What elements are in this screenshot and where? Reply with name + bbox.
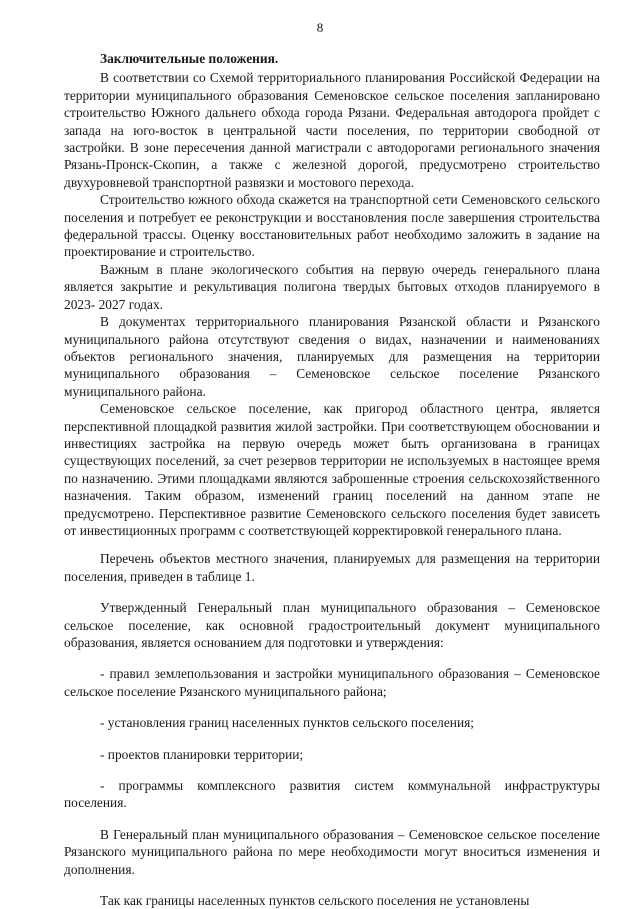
page-number: 8	[316, 20, 324, 35]
paragraph-landfill-closure: Важным в плане экологического события на первую очередь генерального плана является закрытие и рекультивация полигона твердых бытовых отходов планируемого в 2023- 2027 годах.	[64, 261, 600, 312]
paragraph-approved-master-plan: Утвержденный Генеральный план муниципального образования – Семеновское сельское поселение, как основной градостроительный документ муниципального образования, является основанием для подготовки и утверждения:	[64, 600, 600, 650]
section-heading: Заключительные положения.	[100, 51, 279, 66]
paragraph-local-objects-table: Перечень объектов местного значения, планируемых для размещения на территории поселения, приведен в таблице 1.	[64, 551, 600, 584]
paragraph-road-reconstruction: Строительство южного обхода скажется на транспортной сети Семеновского сельского поселения и потребует ее реконструкции и восстановления после завершения строительства федеральной трассы. Оценку восстановительных работ необходимо заложить в задание на проектирование и строительство.	[64, 192, 600, 260]
paragraph-amendments: В Генеральный план муниципального образования – Семеновское сельское поселение Рязанского муниципального района по мере необходимости могут вноситься изменения и дополнения.	[64, 826, 600, 877]
paragraph-boundaries-not-set: Так как границы населенных пунктов сельского поселения не установлены	[100, 893, 530, 909]
list-item-planning-projects: - проектов планировки территории;	[100, 746, 304, 762]
paragraph-housing-development: Семеновское сельское поселение, как пригород областного центра, является перспективной площадкой развития жилой застройки. При соответствующем обосновании и инвестициях застройка на первую очередь может быть организована в границах существующих поселений, за счет резервов территории не используемых в настоящее время по назначению. Этими площадками являются заброшенные строения сельскохозяйственного назначения. Таким образом, изменений границ поселений на данном этапе не предусмотрено. Перспективное развитие Семеновского сельского поселения будет зависеть от инвестиционных программ с соответствующей корректировкой генерального плана.	[64, 401, 600, 538]
document-body	[64, 50, 600, 909]
paragraph-regional-objects: В документах территориального планирования Рязанской области и Рязанского муниципального района отсутствуют сведения о видах, назначении и наименованиях объектов регионального значения, планируемых для размещения на территории муниципального образования – Семеновское сельское поселение Рязанского муниципального района.	[64, 314, 600, 399]
list-item-settlement-boundaries: - установления границ населенных пунктов сельского поселения;	[100, 715, 474, 731]
paragraph-southern-bypass: В соответствии со Схемой территориального планирования Российской Федерации на территории муниципального образования Семеновское сельское поселения запланировано строительство Южного дальнего обхода города Рязани. Федеральная автодорога пройдет с запада на юго-восток в центральной части поселения, по территории свободной от застройки. В зоне пересечения данной магистрали с автодорогами регионального значения Рязань-Пронск-Скопин, а также с железной дорогой, предусмотрено строительство двухуровневой транспортной развязки и мостового перехода.	[64, 70, 600, 190]
list-item-utilities-program: - программы комплексного развития систем коммунальной инфраструктуры поселения.	[64, 778, 600, 811]
list-item-land-use-rules: - правил землепользования и застройки муниципального образования – Семеновское сельское поселение Рязанского муниципального района;	[64, 666, 600, 699]
